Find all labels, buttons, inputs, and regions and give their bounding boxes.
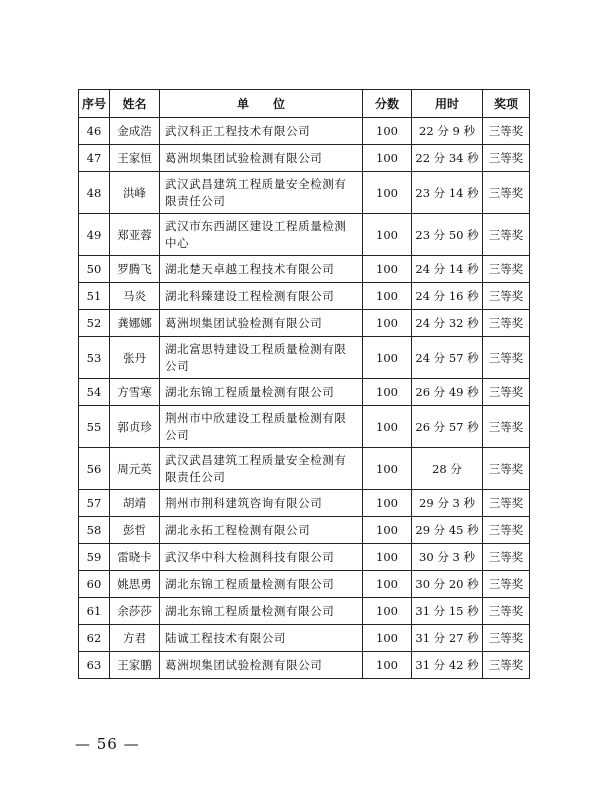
table-row: [79, 214, 530, 256]
cell-name: 洪峰: [110, 172, 160, 214]
cell-unit: 武汉武昌建筑工程质量安全检测有限责任公司: [160, 172, 363, 214]
cell-unit: 湖北永拓工程检测有限公司: [160, 517, 363, 544]
cell-name: 姚思勇: [110, 571, 160, 598]
cell-unit: 荆州市中欣建设工程质量检测有限公司: [160, 406, 363, 448]
table-row: [79, 490, 530, 517]
cell-time: 29 分 3 秒: [412, 490, 483, 517]
cell-time: 26 分 57 秒: [412, 406, 483, 448]
cell-score: 100: [363, 406, 412, 448]
cell-award: 三等奖: [483, 517, 530, 544]
cell-name: 郑亚蓉: [110, 214, 160, 256]
cell-time: 28 分: [412, 448, 483, 490]
cell-score: 100: [363, 490, 412, 517]
cell-score: 100: [363, 214, 412, 256]
cell-unit: 葛洲坝集团试验检测有限公司: [160, 145, 363, 172]
cell-award: 三等奖: [483, 379, 530, 406]
cell-award: 三等奖: [483, 448, 530, 490]
cell-name: 郭贞珍: [110, 406, 160, 448]
cell-score: 100: [363, 172, 412, 214]
cell-unit: 武汉武昌建筑工程质量安全检测有限责任公司: [160, 448, 363, 490]
cell-award: 三等奖: [483, 214, 530, 256]
table-row: [79, 310, 530, 337]
table-header: [79, 90, 530, 118]
table-row: [79, 406, 530, 448]
table-row: [79, 283, 530, 310]
cell-award: 三等奖: [483, 490, 530, 517]
cell-time: 31 分 27 秒: [412, 625, 483, 652]
cell-time: 23 分 50 秒: [412, 214, 483, 256]
cell-unit: 陆诚工程技术有限公司: [160, 625, 363, 652]
cell-name: 余莎莎: [110, 598, 160, 625]
cell-score: 100: [363, 283, 412, 310]
table-row: [79, 256, 530, 283]
cell-unit: 荆州市荆科建筑咨询有限公司: [160, 490, 363, 517]
cell-no: 53: [79, 337, 110, 379]
header-score: 分数: [363, 90, 412, 118]
cell-name: 马炎: [110, 283, 160, 310]
table-row: [79, 379, 530, 406]
cell-name: 周元英: [110, 448, 160, 490]
cell-name: 龚娜娜: [110, 310, 160, 337]
cell-score: 100: [363, 448, 412, 490]
cell-time: 24 分 16 秒: [412, 283, 483, 310]
cell-no: 46: [79, 118, 110, 145]
cell-name: 雷晓卡: [110, 544, 160, 571]
cell-name: 王家恒: [110, 145, 160, 172]
header-no: 序号: [79, 90, 110, 118]
table-row: [79, 172, 530, 214]
cell-no: 61: [79, 598, 110, 625]
cell-time: 31 分 42 秒: [412, 652, 483, 679]
cell-time: 24 分 32 秒: [412, 310, 483, 337]
cell-no: 52: [79, 310, 110, 337]
cell-no: 49: [79, 214, 110, 256]
cell-name: 胡靖: [110, 490, 160, 517]
cell-name: 罗腾飞: [110, 256, 160, 283]
header-name: 姓名: [110, 90, 160, 118]
cell-award: 三等奖: [483, 337, 530, 379]
cell-award: 三等奖: [483, 598, 530, 625]
cell-time: 29 分 45 秒: [412, 517, 483, 544]
cell-award: 三等奖: [483, 625, 530, 652]
cell-no: 50: [79, 256, 110, 283]
table-row: [79, 625, 530, 652]
cell-name: 彭哲: [110, 517, 160, 544]
cell-time: 31 分 15 秒: [412, 598, 483, 625]
table-row: [79, 145, 530, 172]
table-row: [79, 448, 530, 490]
cell-no: 62: [79, 625, 110, 652]
cell-award: 三等奖: [483, 406, 530, 448]
cell-unit: 湖北东锦工程质量检测有限公司: [160, 379, 363, 406]
cell-no: 63: [79, 652, 110, 679]
cell-unit: 湖北科臻建设工程检测有限公司: [160, 283, 363, 310]
cell-time: 24 分 57 秒: [412, 337, 483, 379]
cell-time: 23 分 14 秒: [412, 172, 483, 214]
cell-time: 22 分 9 秒: [412, 118, 483, 145]
cell-no: 59: [79, 544, 110, 571]
cell-unit: 武汉华中科大检测科技有限公司: [160, 544, 363, 571]
cell-no: 47: [79, 145, 110, 172]
results-table: [78, 89, 530, 679]
cell-award: 三等奖: [483, 172, 530, 214]
cell-name: 方君: [110, 625, 160, 652]
cell-score: 100: [363, 379, 412, 406]
cell-unit: 葛洲坝集团试验检测有限公司: [160, 652, 363, 679]
cell-score: 100: [363, 571, 412, 598]
cell-time: 24 分 14 秒: [412, 256, 483, 283]
cell-score: 100: [363, 337, 412, 379]
cell-award: 三等奖: [483, 118, 530, 145]
table-row: [79, 598, 530, 625]
cell-no: 48: [79, 172, 110, 214]
cell-no: 51: [79, 283, 110, 310]
cell-name: 方雪寒: [110, 379, 160, 406]
cell-unit: 湖北东锦工程质量检测有限公司: [160, 571, 363, 598]
cell-score: 100: [363, 310, 412, 337]
table-row: [79, 571, 530, 598]
cell-score: 100: [363, 145, 412, 172]
cell-unit: 湖北东锦工程质量检测有限公司: [160, 598, 363, 625]
cell-no: 55: [79, 406, 110, 448]
table-row: [79, 337, 530, 379]
cell-score: 100: [363, 118, 412, 145]
header-award: 奖项: [483, 90, 530, 118]
header-time: 用时: [412, 90, 483, 118]
cell-no: 57: [79, 490, 110, 517]
table-row: [79, 544, 530, 571]
header-unit: 单 位: [160, 90, 363, 118]
table-row: [79, 652, 530, 679]
cell-award: 三等奖: [483, 571, 530, 598]
cell-score: 100: [363, 625, 412, 652]
table-row: [79, 517, 530, 544]
page-number: — 56 —: [75, 735, 140, 753]
cell-score: 100: [363, 598, 412, 625]
table-body: [79, 118, 530, 679]
cell-name: 王家鹏: [110, 652, 160, 679]
cell-award: 三等奖: [483, 145, 530, 172]
cell-no: 60: [79, 571, 110, 598]
cell-name: 张丹: [110, 337, 160, 379]
cell-no: 56: [79, 448, 110, 490]
cell-unit: 湖北富思特建设工程质量检测有限公司: [160, 337, 363, 379]
cell-unit: 葛洲坝集团试验检测有限公司: [160, 310, 363, 337]
cell-award: 三等奖: [483, 652, 530, 679]
header-row: [79, 90, 530, 118]
table-row: [79, 118, 530, 145]
cell-time: 30 分 3 秒: [412, 544, 483, 571]
cell-unit: 湖北楚天卓越工程技术有限公司: [160, 256, 363, 283]
cell-unit: 武汉科正工程技术有限公司: [160, 118, 363, 145]
cell-name: 金成浩: [110, 118, 160, 145]
cell-time: 22 分 34 秒: [412, 145, 483, 172]
cell-score: 100: [363, 517, 412, 544]
cell-no: 58: [79, 517, 110, 544]
cell-award: 三等奖: [483, 256, 530, 283]
cell-award: 三等奖: [483, 310, 530, 337]
cell-score: 100: [363, 652, 412, 679]
cell-no: 54: [79, 379, 110, 406]
cell-score: 100: [363, 544, 412, 571]
cell-unit: 武汉市东西湖区建设工程质量检测中心: [160, 214, 363, 256]
cell-award: 三等奖: [483, 544, 530, 571]
cell-score: 100: [363, 256, 412, 283]
cell-time: 26 分 49 秒: [412, 379, 483, 406]
cell-award: 三等奖: [483, 283, 530, 310]
cell-time: 30 分 20 秒: [412, 571, 483, 598]
